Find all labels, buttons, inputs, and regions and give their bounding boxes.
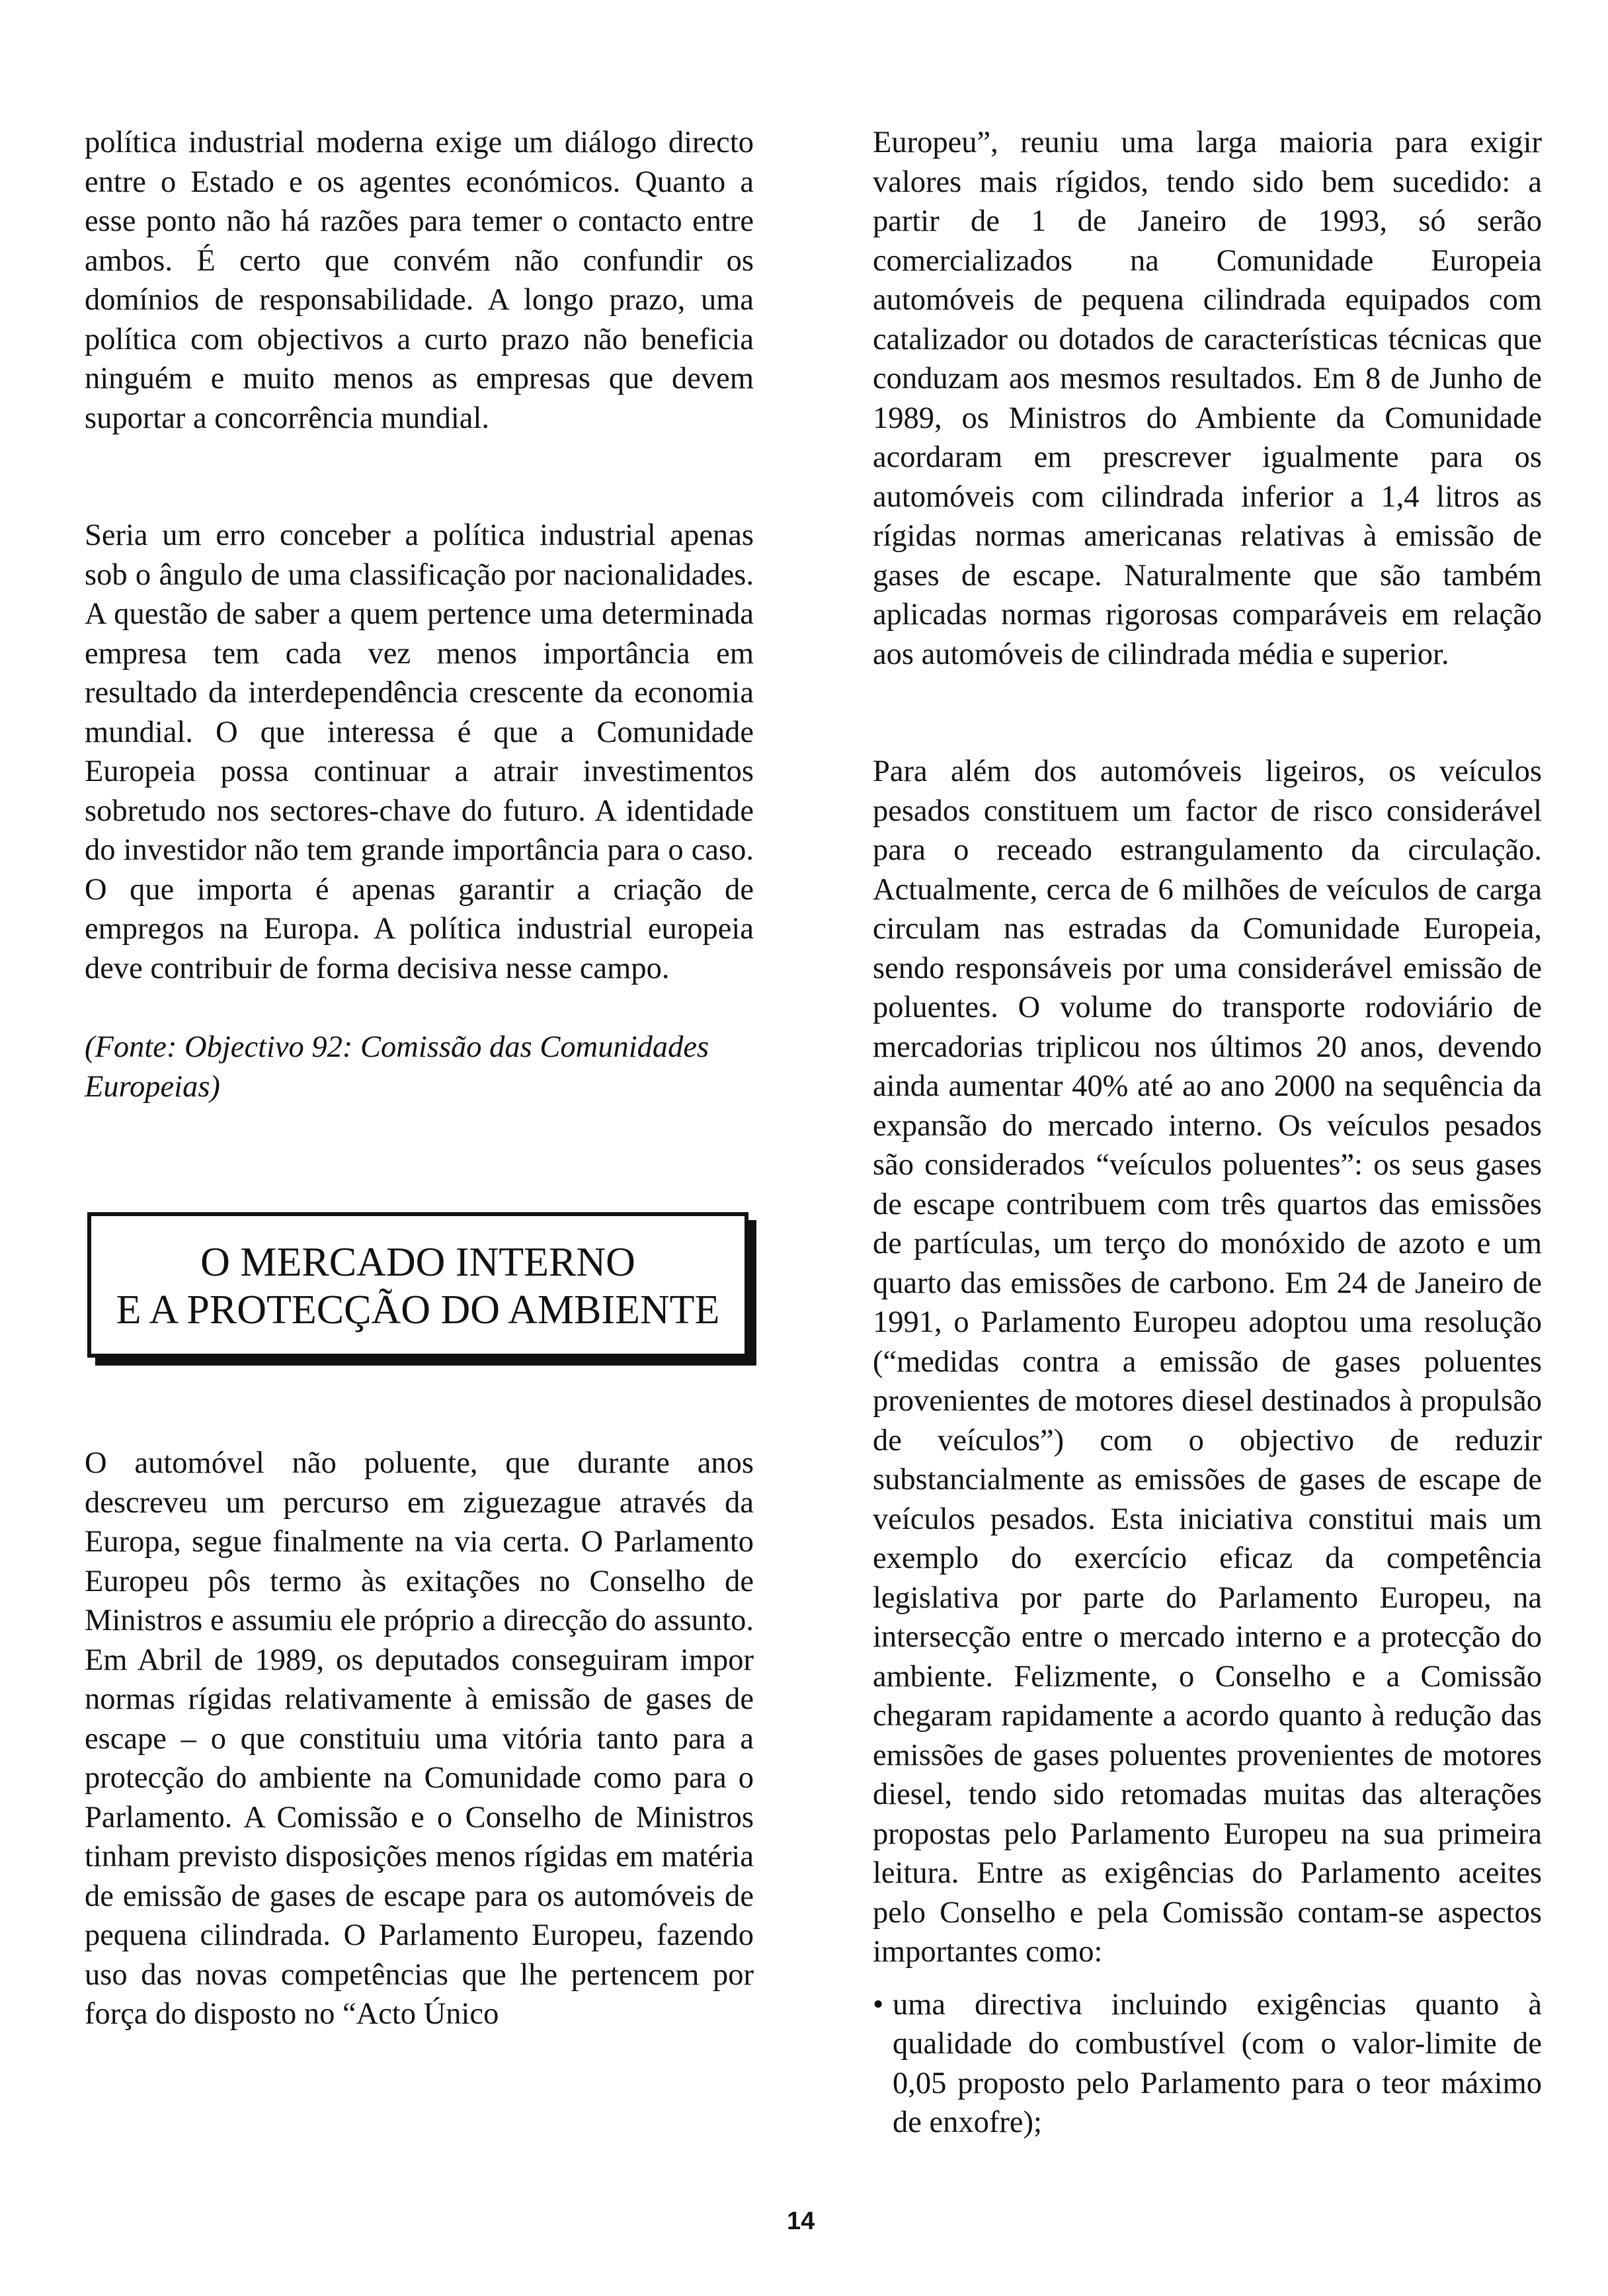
requirements-list [873, 1985, 1542, 2143]
section-heading-box [87, 1212, 748, 1358]
list-item [873, 1985, 1542, 2143]
page-number: 14 [787, 2207, 815, 2235]
right-column [873, 123, 1542, 2143]
paragraph-heavy-vehicles: Para além dos automóveis ligeiros, os veículos pesados constituem um factor de risco considerável para o receado estrangulamento da circulação. Actualmente, cerca de 6 milhões de veículos de carga circulam nas estradas da Comunidade Europeia, sendo responsáveis por uma considerável emissão de poluentes. O volume do transporte rodoviário de mercadorias triplicou nos últimos 20 anos, devendo ainda aumentar 40% até ao ano 2000 na sequência da expansão do mercado interno. Os veículos pesados são considerados “veículos poluentes”: os seus gases de escape contribuem com três quartos das emissões de partículas, um terço do monóxido de azoto e um quarto das emissões de carbono. Em 24 de Janeiro de 1991, o Parlamento Europeu adoptou uma resolução (“medidas contra a emissão de gases poluentes provenientes de motores diesel destinados à propulsão de veículos”) com o objectivo de reduzir substancialmente as emissões de gases de escape de veículos pesados. Esta iniciativa constitui mais um exemplo do exercício eficaz da competência legislativa por parte do Parlamento Europeu, na intersecção entre o mercado interno e a protecção do ambiente. Felizmente, o Conselho e a Comissão chegaram rapidamente a acordo quanto à redução das emissões de gases poluentes provenientes de motores diesel, tendo sido retomadas muitas das alterações propostas pelo Parlamento Europeu na sua primeira leitura. Entre as exigências do Parlamento aceites pelo Conselho e pela Comissão contam-se aspectos importantes como: [873, 755, 1542, 1969]
list-item-text: uma directiva incluindo exigências quanto à qualidade do combustível (com o valor-limite de 0,05 proposto pelo Parlamento para o teor máximo de enxofre); [893, 1987, 1542, 2139]
section-heading-line-2: E A PROTECÇÃO DO AMBIENTE [116, 1288, 720, 1332]
paragraph-european-act: Europeu”, reuniu uma larga maioria para exigir valores mais rígidos, tendo sido bem sucedido: a partir de 1 de Janeiro de 1993, só serão comercializados na Comunidade Europeia automóveis de pequena cilindrada equipados com catalizador ou dotados de características técnicas que conduzam aos mesmos resultados. Em 8 de Junho de 1989, os Ministros do Ambiente da Comunidade acordaram em prescrever igualmente para os automóveis com cilindrada inferior a 1,4 litros as rígidas normas americanas relativas à emissão de gases de escape. Naturalmente que são também aplicadas normas rigorosas comparáveis em relação aos automóveis de cilindrada média e superior. [873, 126, 1542, 671]
source-citation: (Fonte: Objectivo 92: Comissão das Comunidades Europeias) [85, 1030, 709, 1104]
bullet-icon: • [873, 1987, 884, 2022]
paragraph-clean-car: O automóvel não poluente, que durante anos descreveu um percurso em ziguezague através da Europa, segue finalmente na via certa. O Parlamento Europeu pôs termo às exitações no Conselho de Ministros e assumiu ele próprio a direcção do assunto. Em Abril de 1989, os deputados conseguiram impor normas rígidas relativamente à emissão de gases de escape – o que constituiu uma vitória tanto para a protecção do ambiente na Comunidade como para o Parlamento. A Comissão e o Conselho de Ministros tinham previsto disposições menos rígidas em matéria de emissão de gases de escape para os automóveis de pequena cilindrada. O Parlamento Europeu, fazendo uso das novas competências que lhe pertencem por força do disposto no “Acto Único [85, 1446, 754, 2031]
paragraph-nationality: Seria um erro conceber a política industrial apenas sob o ângulo de uma classificação por nacionalidades. A questão de saber a quem pertence uma determinada empresa tem cada vez menos importância em resultado da interdependência crescente da economia mundial. O que interessa é que a Comunidade Europeia possa continuar a atrair investimentos sobretudo nos sectores-chave do futuro. A identidade do investidor não tem grande importância para o caso. O que importa é apenas garantir a criação de empregos na Europa. A política industrial europeia deve contribuir de forma decisiva nesse campo. [85, 518, 754, 985]
paragraph-industrial-policy: política industrial moderna exige um diálogo directo entre o Estado e os agentes económicos. Quanto a esse ponto não há razões para temer o contacto entre ambos. É certo que convém não confundir os domínios de responsabilidade. A longo prazo, uma política com objectivos a curto prazo não beneficia ninguém e muito menos as empresas que devem suportar a concorrência mundial. [85, 126, 754, 435]
left-column [85, 123, 754, 2034]
section-heading-line-1: O MERCADO INTERNO [200, 1240, 635, 1285]
